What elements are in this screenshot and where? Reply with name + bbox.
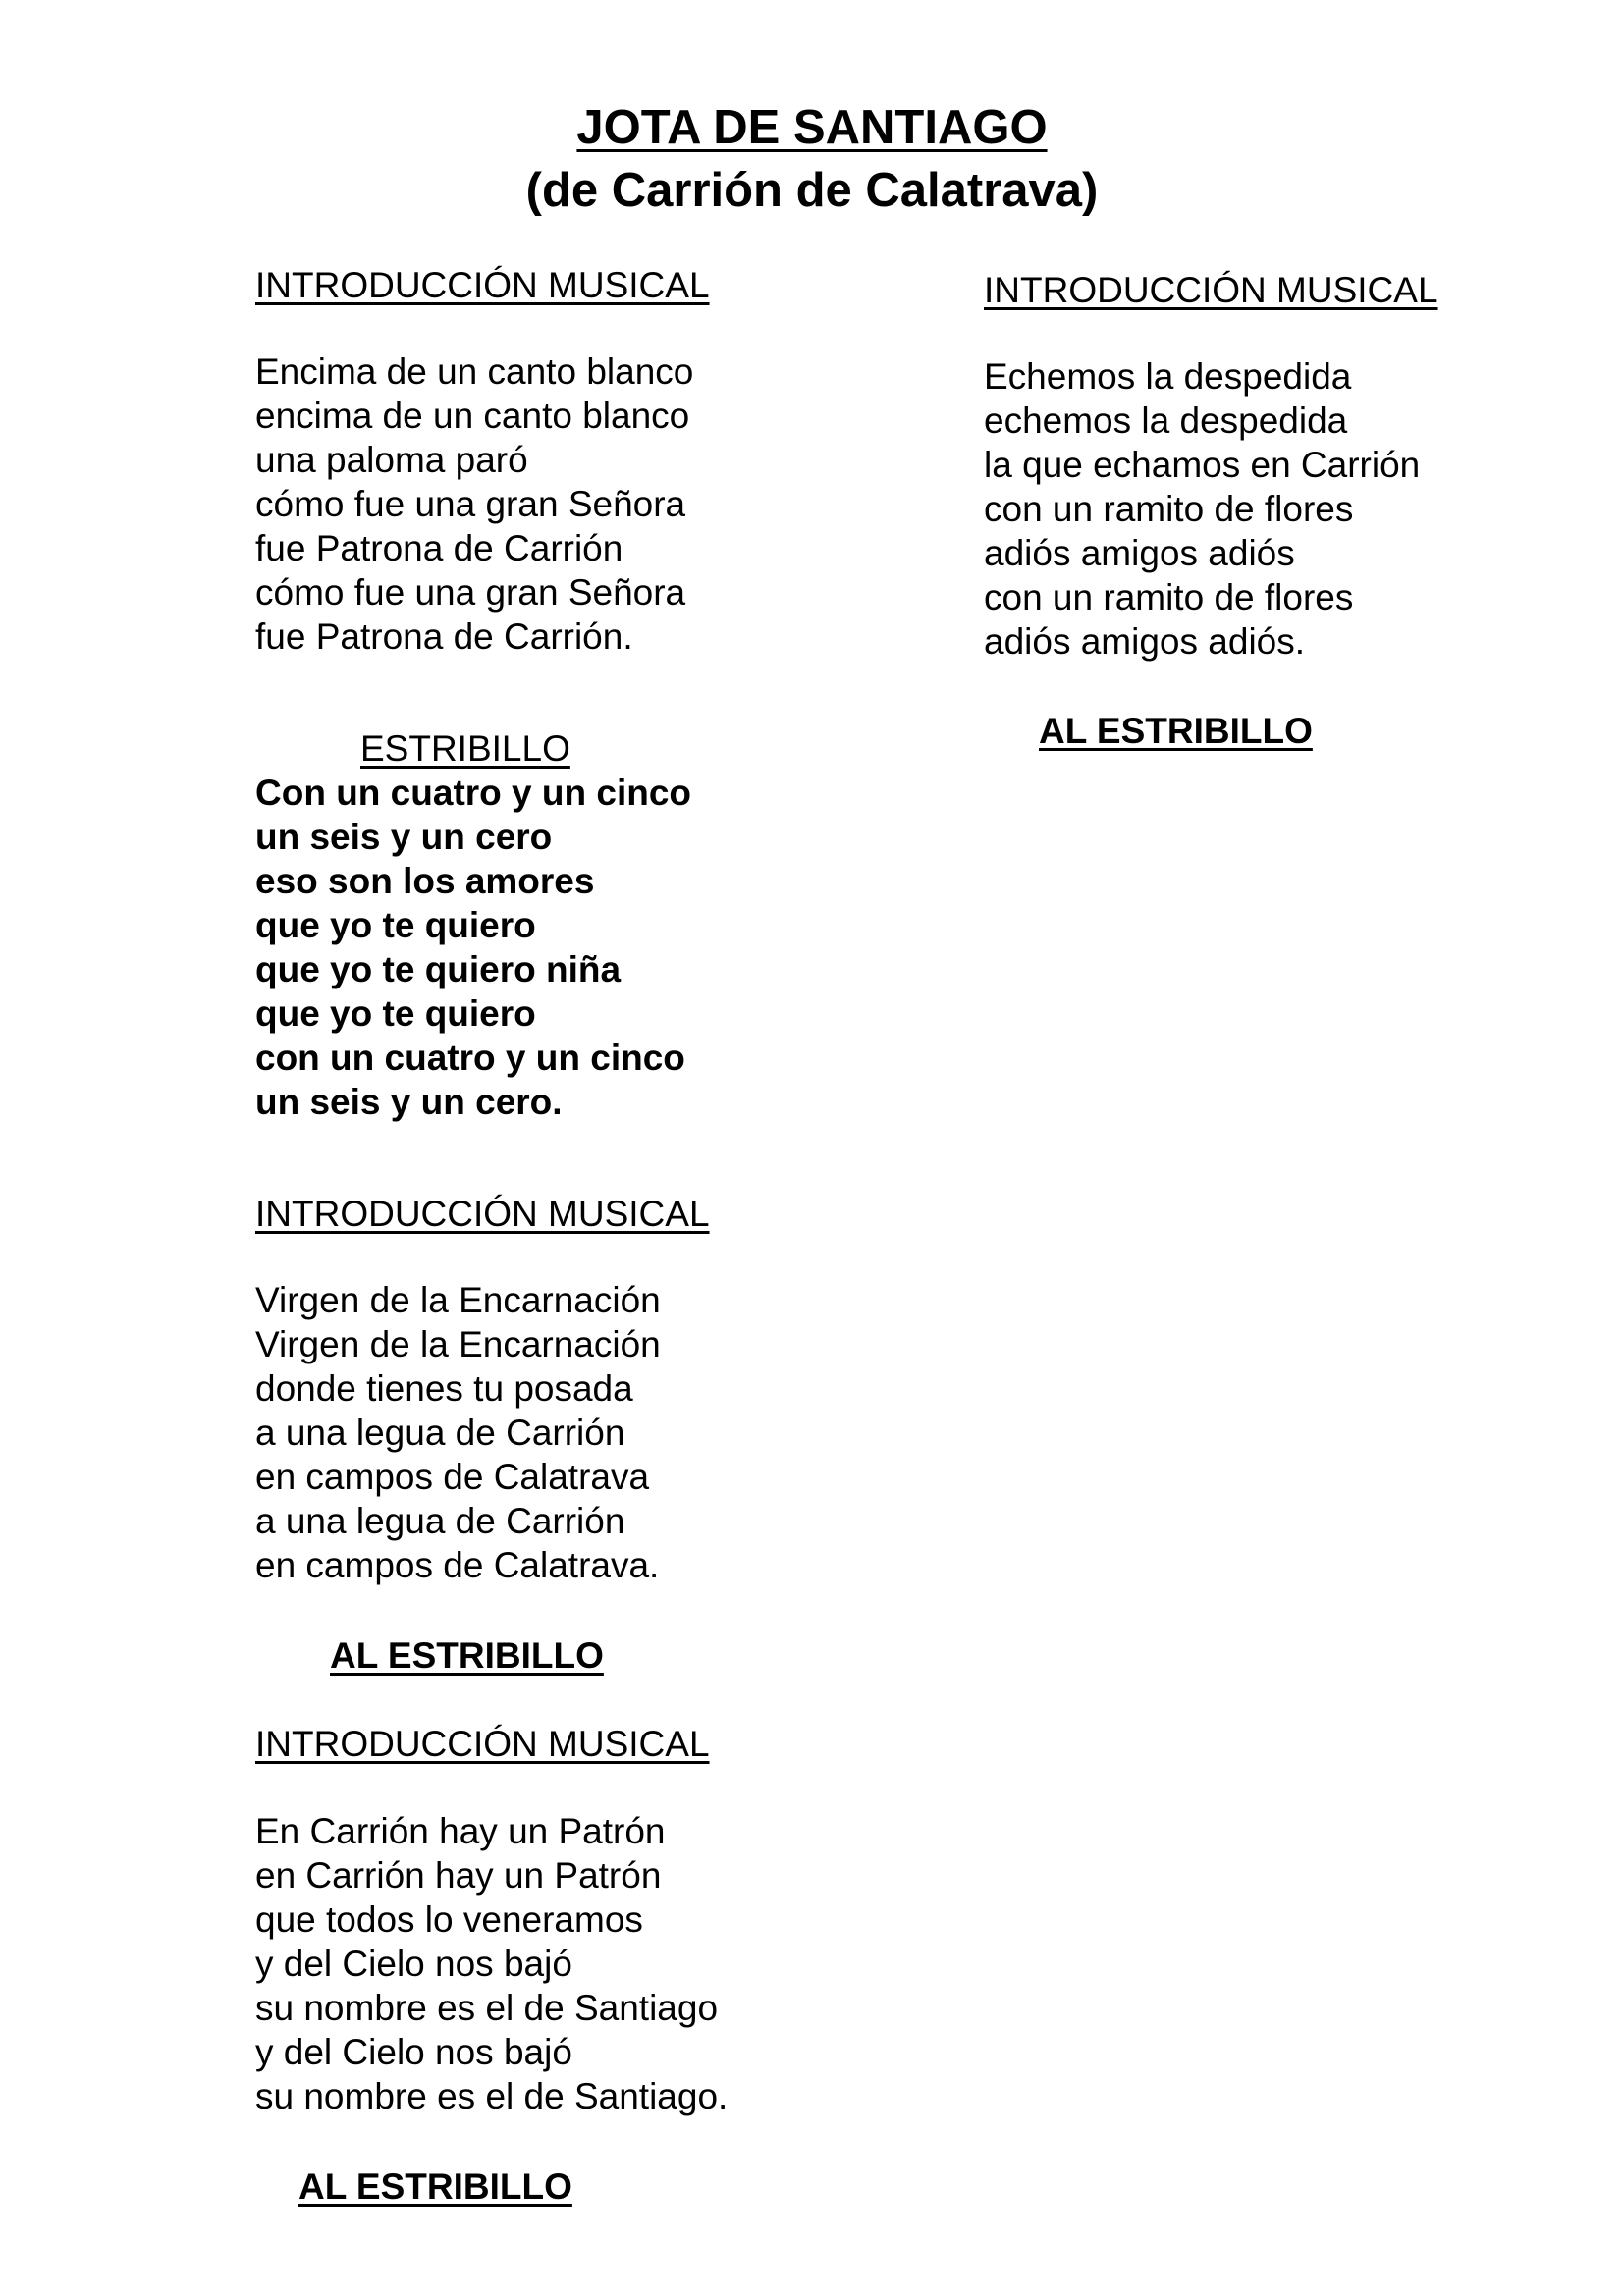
chorus-line: Con un cuatro y un cinco — [255, 773, 692, 813]
verse-line: una paloma paró — [255, 440, 528, 480]
chorus-line: un seis y un cero — [255, 817, 553, 857]
verse-line: con un ramito de flores — [984, 577, 1354, 617]
intro-heading-right: INTRODUCCIÓN MUSICAL — [984, 270, 1438, 310]
chorus-heading: ESTRIBILLO — [360, 728, 570, 769]
chorus — [255, 771, 691, 1124]
verse-line: fue Patrona de Carrión — [255, 528, 623, 568]
verse-2 — [255, 1278, 661, 1587]
intro-heading-3: INTRODUCCIÓN MUSICAL — [255, 1724, 710, 1764]
verse-line: echemos la despedida — [984, 400, 1348, 441]
verse-line: donde tienes tu posada — [255, 1368, 633, 1409]
verse-line: Virgen de la Encarnación — [255, 1280, 661, 1320]
verse-line: cómo fue una gran Señora — [255, 572, 686, 613]
verse-line: Virgen de la Encarnación — [255, 1324, 661, 1364]
chorus-line: eso son los amores — [255, 861, 595, 901]
verse-line: encima de un canto blanco — [255, 396, 690, 436]
song-title: JOTA DE SANTIAGO — [576, 101, 1048, 154]
verse-line: en Carrión hay un Patrón — [255, 1855, 662, 1896]
chorus-line: un seis y un cero. — [255, 1082, 563, 1122]
verse-line: cómo fue una gran Señora — [255, 484, 686, 524]
verse-line: y del Cielo nos bajó — [255, 2032, 572, 2072]
verse-line: En Carrión hay un Patrón — [255, 1811, 666, 1851]
intro-heading-1: INTRODUCCIÓN MUSICAL — [255, 265, 710, 305]
chorus-line: que yo te quiero — [255, 905, 536, 945]
verse-line: en campos de Calatrava — [255, 1457, 650, 1497]
chorus-line: que yo te quiero niña — [255, 949, 622, 989]
verse-line: con un ramito de flores — [984, 489, 1354, 529]
chorus-line: que yo te quiero — [255, 993, 536, 1034]
verse-right — [984, 354, 1420, 664]
verse-line: en campos de Calatrava. — [255, 1545, 660, 1585]
song-subtitle: (de Carrión de Calatrava) — [525, 164, 1099, 217]
verse-line: a una legua de Carrión — [255, 1501, 625, 1541]
verse-line: fue Patrona de Carrión. — [255, 616, 633, 657]
to-chorus-2: AL ESTRIBILLO — [298, 2166, 572, 2207]
verse-line: que todos lo veneramos — [255, 1899, 643, 1940]
verse-line: a una legua de Carrión — [255, 1413, 625, 1453]
verse-line: y del Cielo nos bajó — [255, 1944, 572, 1984]
verse-line: adiós amigos adiós — [984, 533, 1295, 573]
to-chorus-right: AL ESTRIBILLO — [1039, 711, 1313, 751]
intro-heading-2: INTRODUCCIÓN MUSICAL — [255, 1194, 710, 1234]
verse-line: adiós amigos adiós. — [984, 621, 1306, 662]
verse-line: la que echamos en Carrión — [984, 445, 1421, 485]
verse-1 — [255, 349, 693, 659]
verse-line: su nombre es el de Santiago — [255, 1988, 719, 2028]
to-chorus-1: AL ESTRIBILLO — [330, 1635, 604, 1676]
verse-line: su nombre es el de Santiago. — [255, 2076, 729, 2116]
verse-line: Echemos la despedida — [984, 356, 1352, 397]
verse-3 — [255, 1809, 728, 2118]
verse-line: Encima de un canto blanco — [255, 351, 694, 392]
chorus-line: con un cuatro y un cinco — [255, 1038, 685, 1078]
